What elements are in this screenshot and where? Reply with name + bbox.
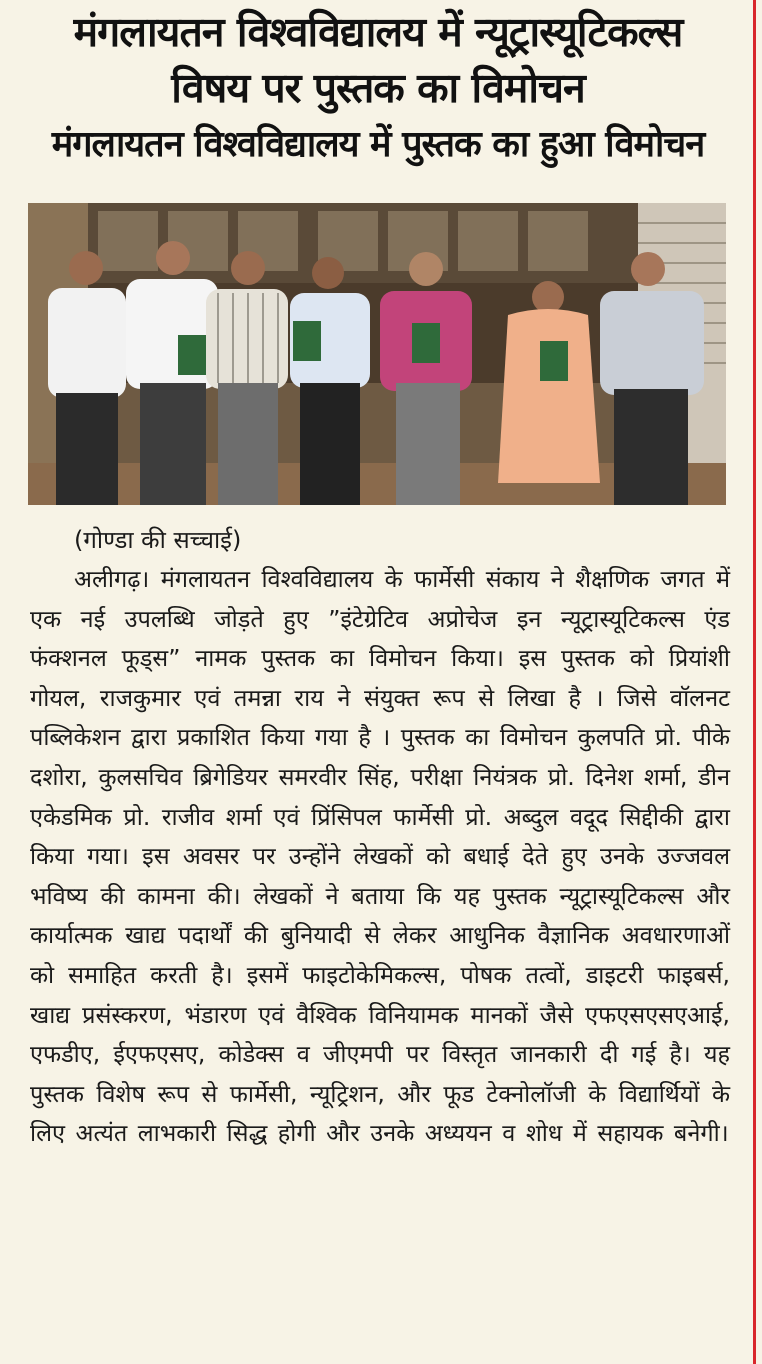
article (30, 520, 730, 1154)
article-source: (गोण्डा की सच्चाई) (74, 526, 242, 554)
article-body: अलीगढ़। मंगलायतन विश्वविद्यालय के फार्मेसी संकाय ने शैक्षणिक जगत में एक नई उपलब्धि जोड़ते हुए ”इंटेग्रेटिव अप्रोचेज इन न्यूट्रास्यूटिकल्स एंड फंक्शनल फूड्स” नामक पुस्तक का विमोचन किया। इस पुस्तक को प्रियांशी गोयल, राजकुमार एवं तमन्ना राय ने संयुक्त रूप से लिखा है । जिसे वॉलनट पब्लिकेशन द्वारा प्रकाशित किया गया है । पुस्तक का विमोचन कुलपति प्रो. पीके दशोरा, कुलसचिव ब्रिगेडियर समरवीर सिंह, परीक्षा नियंत्रक प्रो. दिनेश शर्मा, डीन एकेडमिक प्रो. राजीव शर्मा एवं प्रिंसिपल फार्मेसी प्रो. अब्दुल वदूद सिद्दीकी द्वारा किया गया। इस अवसर पर उन्होंने लेखकों को बधाई देते हुए उनके उज्जवल भविष्य की कामना की। लेखकों ने बताया कि यह पुस्तक न्यूट्रास्यूटिकल्स और कार्यात्मक खाद्य पदार्थों की बुनियादी से लेकर आधुनिक वैज्ञानिक अवधारणाओं को समाहित करती है। इसमें फाइटोकेमिकल्स, पोषक तत्वों, डाइटरी फाइबर्स, खाद्य प्रसंस्करण, भंडारण एवं वैश्विक विनियामक मानकों जैसे एफएसएसएआई, एफडीए, ईएफएसए, कोडेक्स व जीएमपी पर विस्तृत जानकारी दी गई है। यह पुस्तक विशेष रूप से फार्मेसी, न्यूट्रिशन, और फूड टेक्नोलॉजी के विद्यार्थियों के लिए अत्यंत लाभकारी सिद्ध होगी और उनके अध्ययन व शोध में सहायक बनेगी। (30, 565, 730, 1148)
group-photo-book-launch-icon (28, 203, 726, 505)
subheadline: मंगलायतन विश्वविद्यालय में पुस्तक का हुआ विमोचन (51, 124, 705, 165)
news-photo (28, 203, 726, 505)
headline-line-1: मंगलायतन विश्वविद्यालय में न्यूट्रास्यूटिकल्स (73, 8, 683, 56)
red-margin-rule (753, 0, 756, 1364)
headline-line-2: विषय पर पुस्तक का विमोचन (171, 64, 585, 112)
headline-block (18, 4, 738, 170)
